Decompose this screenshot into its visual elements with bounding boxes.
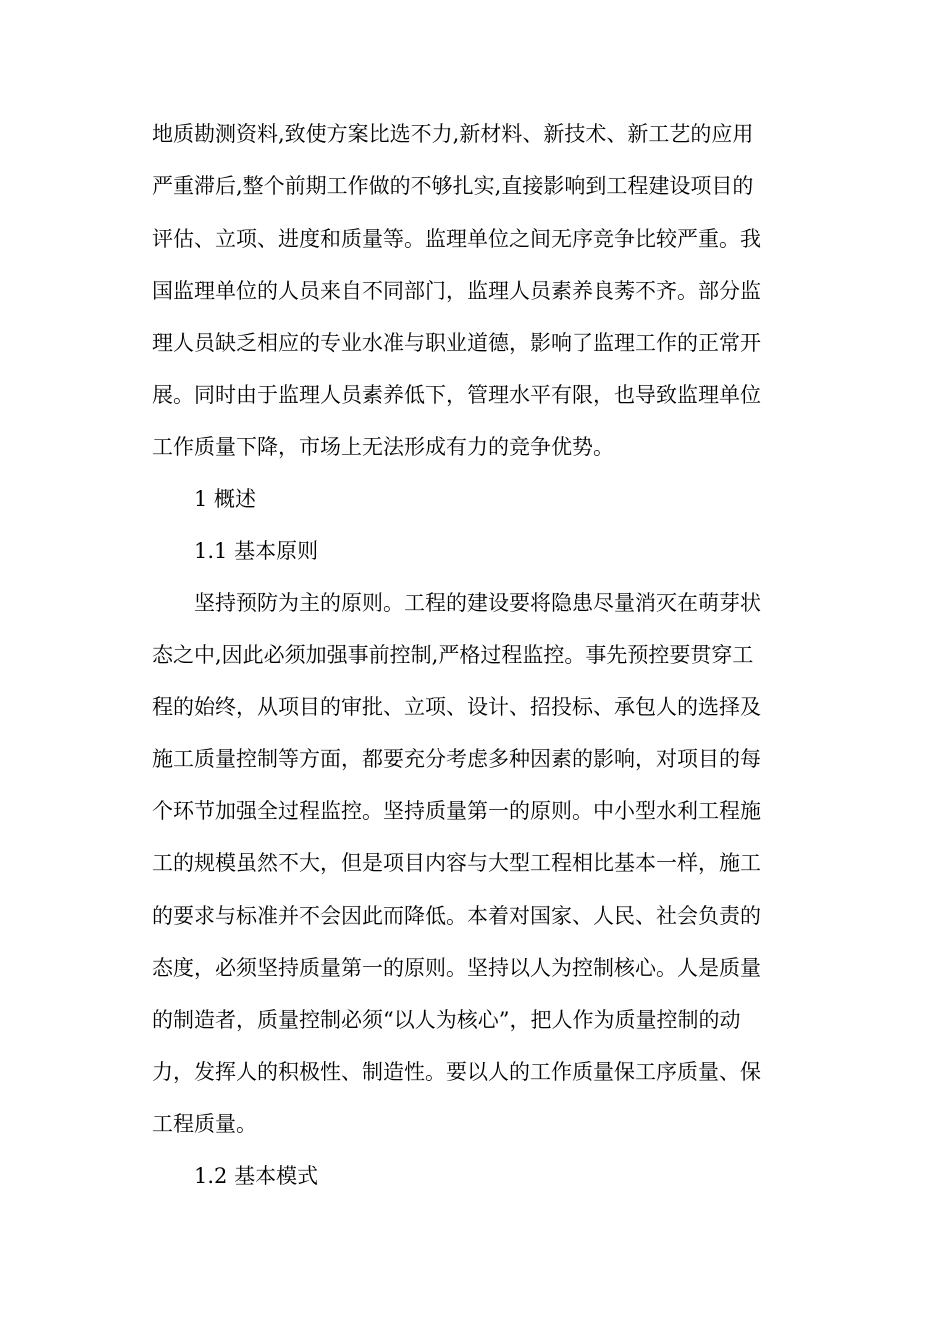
subsection-heading: 1.2 基本模式: [194, 1164, 319, 1188]
paragraph-line: 态度，必须坚持质量第一的原则。坚持以人为控制核心。人是质量: [152, 956, 761, 980]
paragraph-line: 地质勘测资料,致使方案比选不力,新材料、新技术、新工艺的应用: [152, 122, 754, 146]
paragraph-line: 工的规模虽然不大，但是项目内容与大型工程相比基本一样，施工: [152, 851, 761, 875]
paragraph-line: 程的始终，从项目的审批、立项、设计、招投标、承包人的选择及: [152, 695, 761, 719]
paragraph-line: 理人员缺乏相应的专业水准与职业道德，影响了监理工作的正常开: [152, 331, 761, 355]
paragraph-line: 展。同时由于监理人员素养低下，管理水平有限，也导致监理单位: [152, 383, 761, 407]
paragraph-line: 评估、立项、进度和质量等。监理单位之间无序竞争比较严重。我: [152, 227, 761, 251]
paragraph-line: 的制造者，质量控制必须“以人为核心”，把人作为质量控制的动: [152, 1008, 741, 1032]
paragraph-line: 国监理单位的人员来自不同部门，监理人员素养良莠不齐。部分监: [152, 279, 761, 303]
paragraph-line: 施工质量控制等方面，都要充分考虑多种因素的影响，对项目的每: [152, 747, 761, 771]
paragraph-line: 工程质量。: [152, 1112, 257, 1136]
paragraph-line: 态之中,因此必须加强事前控制,严格过程监控。事先预控要贯穿工: [152, 643, 754, 667]
paragraph-line: 的要求与标准并不会因此而降低。本着对国家、人民、社会负责的: [152, 904, 761, 928]
paragraph-line: 个环节加强全过程监控。坚持质量第一的原则。中小型水利工程施: [152, 799, 761, 823]
subsection-heading: 1.1 基本原则: [194, 539, 319, 563]
paragraph-line: 力，发挥人的积极性、制造性。要以人的工作质量保工序质量、保: [152, 1060, 761, 1084]
paragraph-line: 坚持预防为主的原则。工程的建设要将隐患尽量消灭在萌芽状: [194, 591, 761, 615]
paragraph-line: 严重滞后,整个前期工作做的不够扎实,直接影响到工程建设项目的: [152, 174, 754, 198]
section-heading: 1 概述: [194, 487, 257, 511]
paragraph-line: 工作质量下降，市场上无法形成有力的竞争优势。: [152, 435, 614, 459]
